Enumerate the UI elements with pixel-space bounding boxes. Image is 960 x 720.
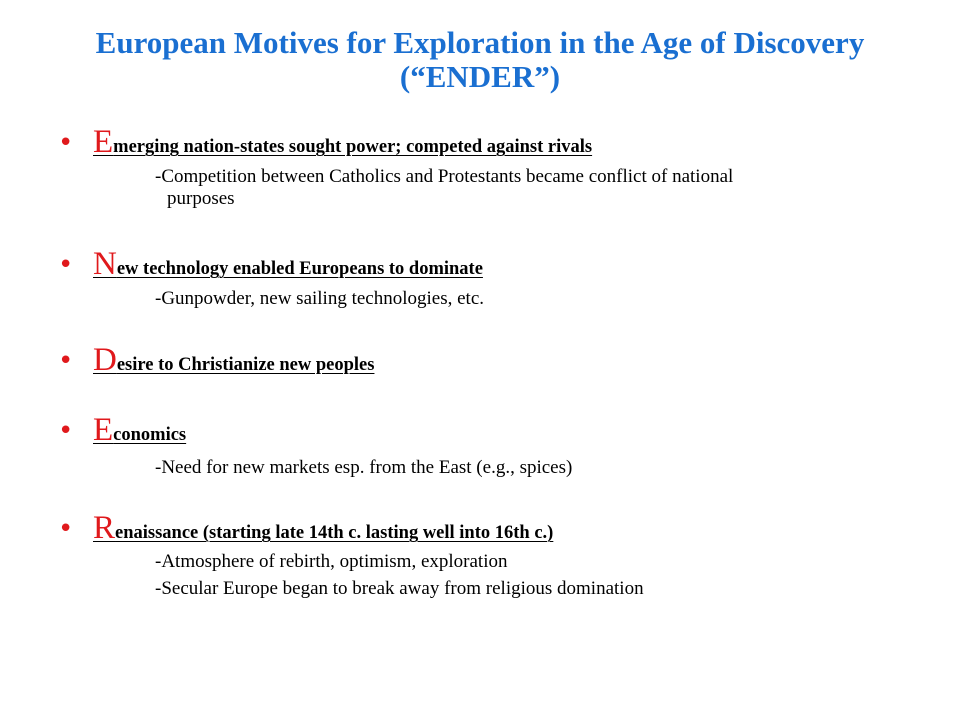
bullet-marker: • — [58, 250, 74, 280]
sub-point: -Need for new markets esp. from the East (e.g., spices) — [155, 457, 573, 478]
sub-point: -Secular Europe began to break away from religious domination — [155, 578, 644, 599]
bullet-initial-letter: R — [93, 510, 116, 546]
bullet-heading-text: ew technology enabled Europeans to dominate — [116, 259, 483, 279]
bullet-heading — [93, 510, 553, 551]
bullet-marker: • — [58, 346, 74, 376]
bullet-heading — [93, 342, 374, 383]
sub-point-continuation: purposes — [167, 188, 235, 209]
bullet-heading-text: conomics — [113, 425, 187, 445]
bullet-marker: • — [58, 514, 74, 544]
sub-point: -Competition between Catholics and Protestants became conflict of national — [155, 166, 734, 187]
bullet-initial-letter: E — [93, 124, 114, 160]
bullet-heading-text: merging nation-states sought power; competed against rivals — [113, 137, 593, 157]
sub-point: -Gunpowder, new sailing technologies, etc. — [155, 288, 485, 309]
bullet-initial-letter: N — [93, 246, 117, 282]
bullet-heading-text: enaissance (starting late 14th c. lasting well into 16th c.) — [115, 523, 554, 543]
bullet-marker: • — [58, 128, 74, 158]
bullet-heading — [93, 124, 592, 165]
bullet-heading-text: esire to Christianize new peoples — [116, 355, 375, 375]
bullet-heading — [93, 412, 186, 453]
slide-title-line-2: (“ENDER”) — [399, 59, 561, 94]
slide-title-line-1: European Motives for Exploration in the Age of Discovery — [95, 25, 865, 60]
bullet-initial-letter: E — [93, 412, 114, 448]
slide-title — [0, 26, 960, 94]
bullet-initial-letter: D — [93, 342, 117, 378]
bullet-heading — [93, 246, 483, 287]
bullet-marker: • — [58, 416, 74, 446]
sub-point: -Atmosphere of rebirth, optimism, exploration — [155, 551, 508, 572]
